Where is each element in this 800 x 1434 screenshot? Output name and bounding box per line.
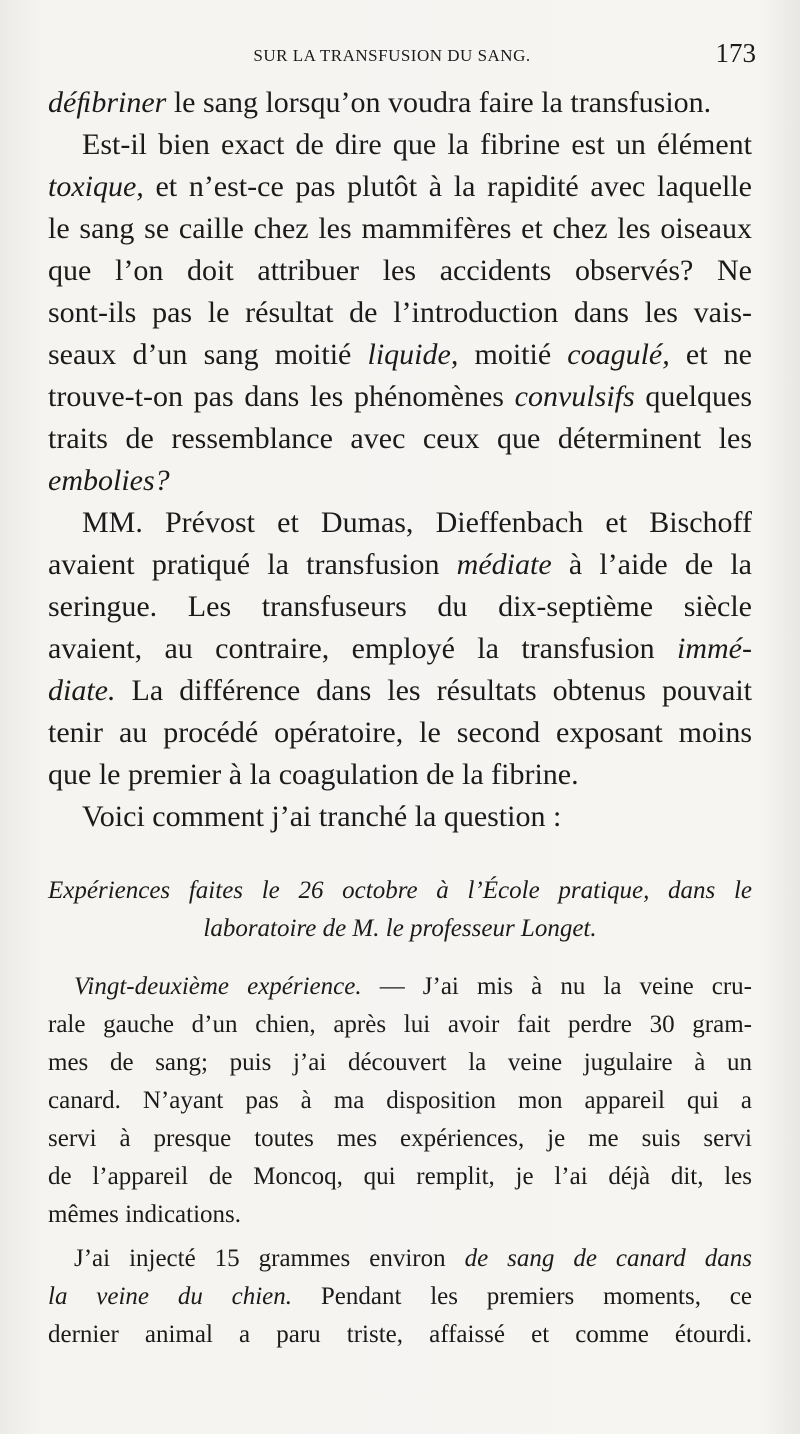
experiment-line: [48, 1278, 752, 1316]
text-span: et n’est-ce pas plutôt à la rapidité avec laquelle: [143, 170, 752, 203]
paragraph-2-line: sont-ils pas le résultat de l’introduction dans les vais-: [48, 296, 752, 329]
italic-word: la veine du chien.: [48, 1283, 293, 1310]
section-heading-line: Expériences faites le 26 octobre à l’École pratique, dans le: [48, 877, 752, 904]
italic-word: diate.: [48, 674, 116, 707]
experiment-line: mes de sang; puis j’ai découvert la veine jugulaire à un: [48, 1049, 752, 1076]
paragraph-2-line: [48, 376, 752, 418]
paragraph-3-line: MM. Prévost et Dumas, Dieffenbach et Bischoff: [82, 506, 752, 539]
experiment-line: canard. N’ayant pas à ma disposition mon appareil qui a: [48, 1087, 752, 1114]
paragraph-2-line: traits de ressemblance avec ceux que déterminent les: [48, 422, 752, 455]
italic-word: de sang de canard dans: [464, 1245, 752, 1272]
experiment-line: de l’appareil de Moncoq, qui remplit, je l’ai déjà dit, les: [48, 1163, 752, 1190]
text-span: et ne: [669, 338, 752, 371]
section-heading-line: laboratoire de M. le professeur Longet.: [203, 915, 597, 942]
paragraph-3-line: [48, 628, 752, 670]
text-span: le sang lorsqu’on voudra faire la transfusion.: [166, 86, 712, 119]
text-span: La différence dans les résultats obtenus pouvait: [115, 674, 752, 707]
text-span: trouve-t-on pas dans les phénomènes: [48, 380, 515, 413]
italic-word: Vingt-deuxième expérience.: [74, 973, 362, 1000]
experiment-line: mêmes indications.: [48, 1201, 242, 1228]
paragraph-2-line: le sang se caille chez les mammifères et chez les oiseaux: [48, 212, 752, 245]
paragraph-3-line: seringue. Les transfuseurs du dix-septième siècle: [48, 590, 752, 623]
text-span: J’ai injecté 15 grammes environ: [74, 1245, 465, 1272]
italic-word: immé-: [677, 632, 752, 665]
paragraph-3-line: que le premier à la coagulation de la fibrine.: [48, 758, 579, 791]
italic-word: toxique,: [48, 170, 144, 203]
experiment-line: [48, 1240, 752, 1278]
page-number: 173: [715, 38, 756, 68]
experiment-line: [48, 968, 752, 1006]
paragraph-2-line: Est-il bien exact de dire que la fibrine est un élément: [82, 128, 752, 161]
text-span: seaux d’un sang moitié: [48, 338, 368, 371]
experiment-line: dernier animal a paru triste, affaissé et comme étourdi.: [48, 1321, 752, 1348]
text-span: à l’aide de la: [551, 548, 753, 581]
italic-word: convulsifs: [514, 380, 635, 413]
text-span: moitié: [458, 338, 568, 371]
paragraph-3-line: tenir au procédé opératoire, le second exposant moins: [48, 716, 752, 749]
italic-word: liquide,: [367, 338, 459, 371]
text-span: — J’ai mis à nu la veine cru-: [361, 973, 752, 1000]
paragraph-3-line: [48, 670, 752, 712]
page-header: [48, 38, 756, 78]
experiment-line: servi à presque toutes mes expériences, je me suis servi: [48, 1125, 752, 1152]
main-text: [48, 82, 752, 838]
paragraph-2-line: [48, 166, 752, 208]
italic-word: déﬁbriner: [48, 86, 167, 119]
italic-word: coagulé,: [567, 338, 670, 371]
text-span: Pendant les premiers moments, ce: [292, 1283, 752, 1310]
paragraph-2-line: embolies?: [48, 464, 170, 497]
paragraph-4-line: Voici comment j’ai tranché la question :: [82, 800, 562, 833]
italic-word: médiate: [456, 548, 552, 581]
section-heading: [48, 872, 752, 948]
text-span: avaient pratiqué la transfusion: [48, 548, 457, 581]
running-head: SUR LA TRANSFUSION DU SANG.: [253, 46, 531, 65]
paragraph-2-line: que l’on doit attribuer les accidents observés? Ne: [48, 254, 752, 287]
text-span: avaient, au contraire, employé la transfusion: [48, 632, 678, 665]
experiment-line: rale gauche d’un chien, après lui avoir fait perdre 30 gram-: [48, 1011, 752, 1038]
paragraph-1-line: [48, 82, 752, 124]
experiment-text: [48, 968, 752, 1354]
paragraph-2-line: [48, 334, 752, 376]
text-span: quelques: [634, 380, 753, 413]
paragraph-3-line: [48, 544, 752, 586]
